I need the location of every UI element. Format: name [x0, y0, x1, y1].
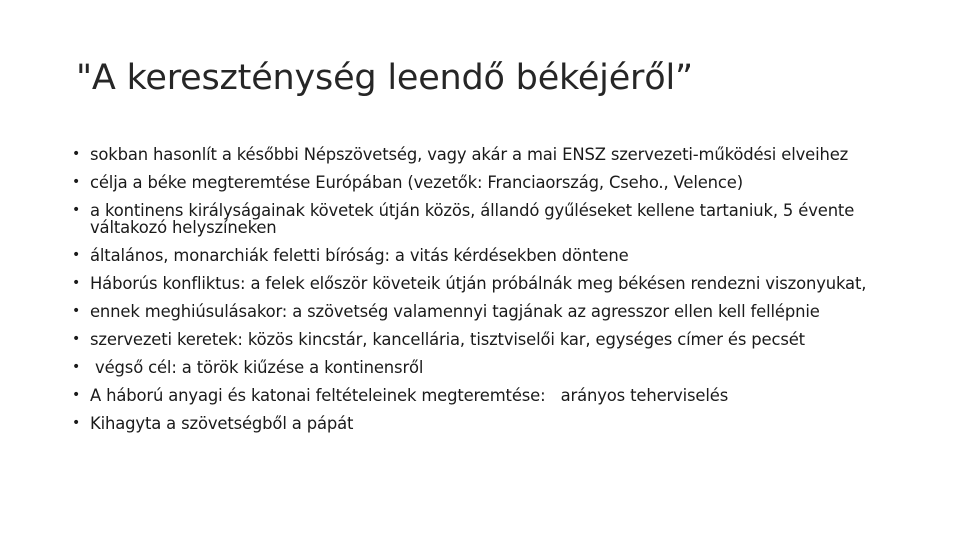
bullet-item [72, 359, 902, 376]
bullet-text: A háború anyagi és katonai feltételeinek megteremtése: arányos teherviselés [90, 386, 729, 405]
bullet-text: Kihagyta a szövetségből a pápát [90, 414, 354, 433]
bullet-icon: • [72, 415, 81, 431]
bullet-icon: • [72, 387, 81, 403]
bullet-text: sokban hasonlít a későbbi Népszövetség, vagy akár a mai ENSZ szervezeti-működési elveihez [90, 145, 849, 164]
bullet-item [72, 174, 902, 191]
bullet-list [72, 146, 902, 443]
bullet-icon: • [72, 146, 81, 162]
bullet-text: végső cél: a török kiűzése a kontinensről [90, 358, 424, 377]
bullet-icon: • [72, 303, 81, 319]
bullet-item [72, 202, 902, 236]
bullet-text: Háborús konfliktus: a felek először követeik útján próbálnák meg békésen rendezni viszonyukat, [90, 274, 867, 293]
bullet-item [72, 415, 902, 432]
bullet-text: általános, monarchiák feletti bíróság: a vitás kérdésekben döntene [90, 246, 629, 265]
bullet-item [72, 331, 902, 348]
bullet-icon: • [72, 331, 81, 347]
bullet-icon: • [72, 247, 81, 263]
bullet-item [72, 387, 902, 404]
bullet-item [72, 275, 902, 292]
bullet-item [72, 303, 902, 320]
bullet-item [72, 247, 902, 264]
bullet-text: szervezeti keretek: közös kincstár, kancellária, tisztviselői kar, egységes címer és pecsét [90, 330, 805, 349]
bullet-icon: • [72, 174, 81, 190]
bullet-text: célja a béke megteremtése Európában (vezetők: Franciaország, Cseho., Velence) [90, 173, 743, 192]
bullet-text: a kontinens királyságainak követek útján közös, állandó gyűléseket kellene tartaniuk, 5 évente váltakozó helyszíneken [90, 201, 855, 237]
bullet-icon: • [72, 275, 81, 291]
slide-title: "A kereszténység leendő békéjéről” [76, 58, 693, 98]
bullet-icon: • [72, 202, 81, 218]
bullet-item [72, 146, 902, 163]
bullet-icon: • [72, 359, 81, 375]
bullet-text: ennek meghiúsulásakor: a szövetség valamennyi tagjának az agresszor ellen kell fellépnie [90, 302, 820, 321]
